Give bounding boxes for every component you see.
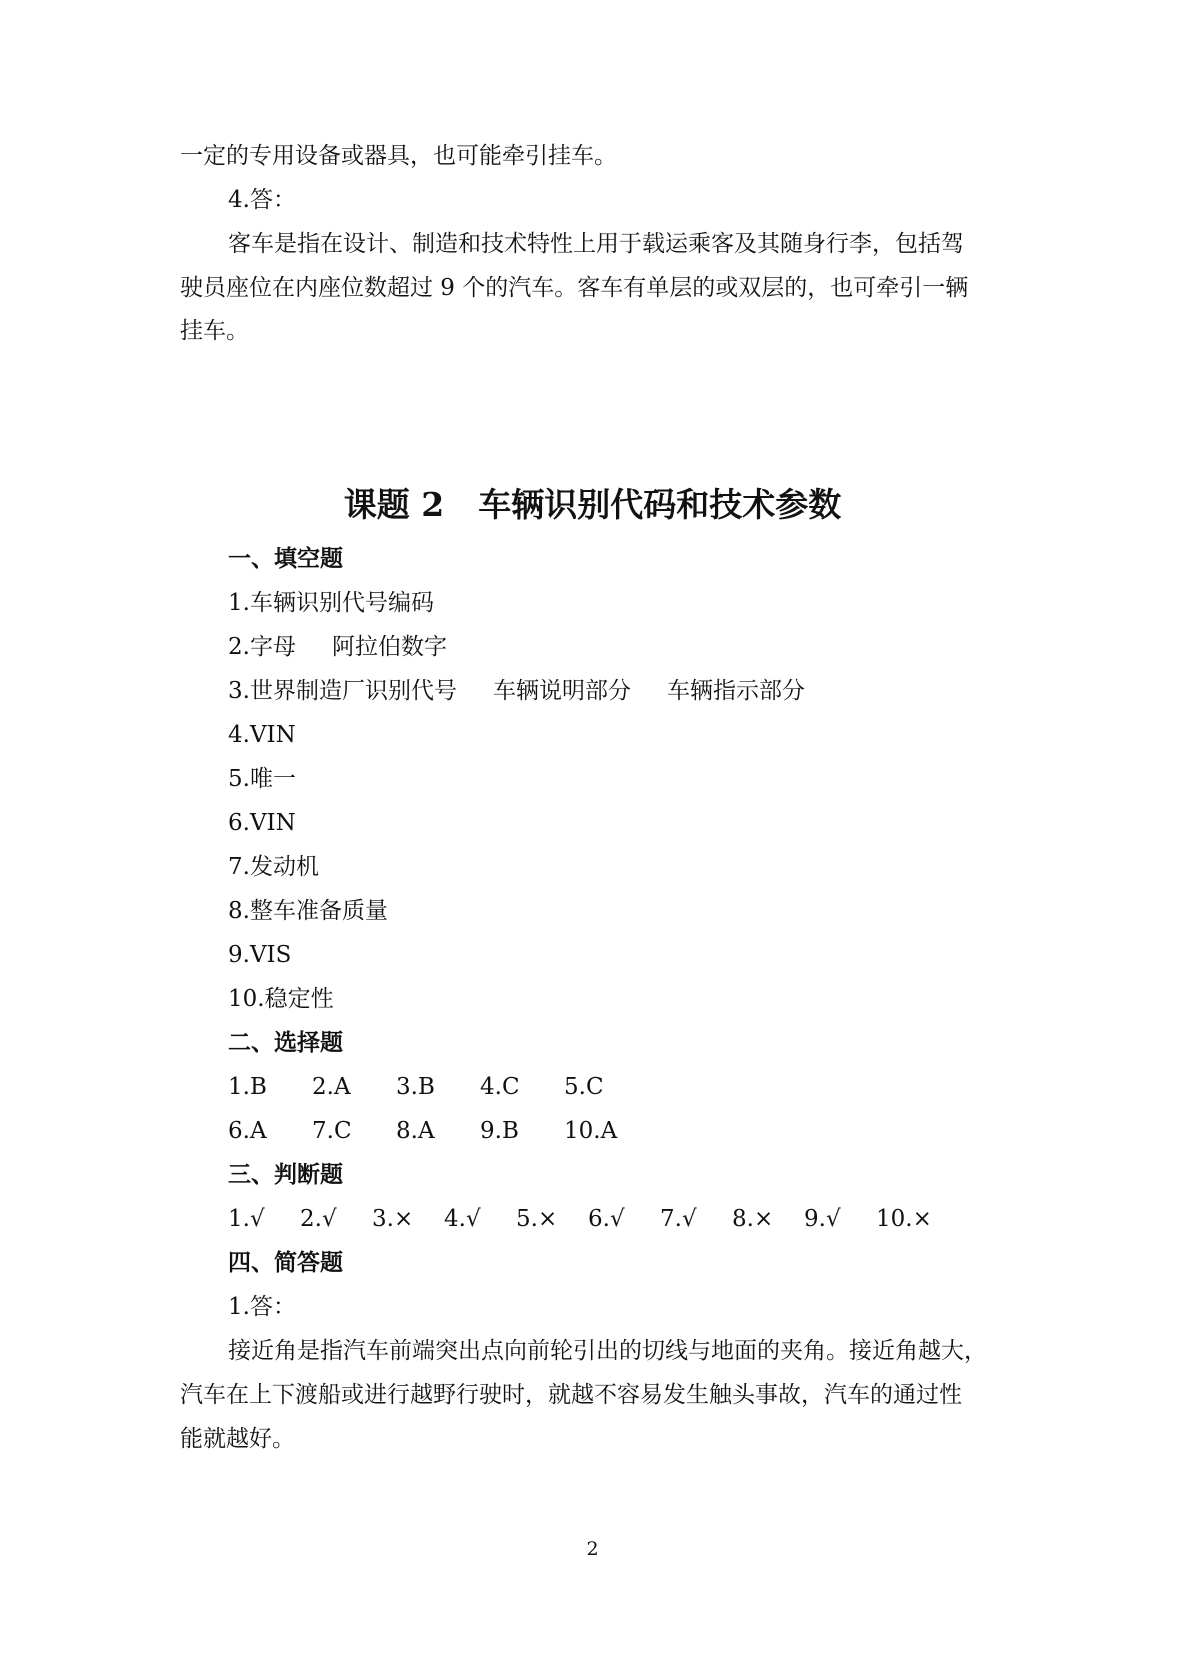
answer-row	[228, 1071, 648, 1103]
paragraph-line: 客车是指在设计、制造和技术特性上用于载运乘客及其随身行李，包括驾	[228, 231, 964, 257]
answer-text: 车辆说明部分	[492, 678, 631, 704]
answer-text: 阿拉伯数字	[331, 634, 447, 660]
answer-text: 5.×	[516, 1206, 558, 1232]
answer-text: 1.√	[228, 1206, 265, 1232]
section-heading-judge: 三、判断题	[228, 1161, 343, 1188]
paragraph-line: 汽车在上下渡船或进行越野行驶时，就越不容易发生触头事故，汽车的通过性	[180, 1382, 962, 1408]
lesson-title-text: 车辆识别代码和技术参数	[478, 485, 842, 524]
answer-row	[228, 1115, 648, 1147]
list-item: 7.发动机	[228, 854, 319, 880]
answer-text: 3.B	[396, 1074, 435, 1100]
answer-text: 车辆指示部分	[666, 678, 805, 704]
answer-label: 1.答：	[228, 1294, 296, 1320]
paragraph-line: 接近角是指汽车前端突出点向前轮引出的切线与地面的夹角。接近角越大，	[228, 1338, 987, 1364]
list-item: 6.VIN	[228, 810, 296, 836]
answer-text: 4.√	[444, 1206, 481, 1232]
paragraph-line: 挂车。	[180, 318, 249, 344]
answer-text: 10.A	[564, 1118, 618, 1144]
answer-text: 3.×	[372, 1206, 414, 1232]
answer-row	[228, 1203, 948, 1235]
answer-text: 4.C	[480, 1074, 520, 1100]
list-item: 9.VIS	[228, 942, 292, 968]
list-item: 8.整车准备质量	[228, 898, 388, 924]
list-item: 5.唯一	[228, 766, 296, 792]
answer-text: 6.√	[588, 1206, 625, 1232]
answer-text: 1.B	[228, 1074, 267, 1100]
paragraph-line: 驶员座位在内座位数超过 9 个的汽车。客车有单层的或双层的，也可牵引一辆	[180, 275, 969, 301]
page-number: 2	[586, 1538, 599, 1560]
list-item	[228, 675, 805, 707]
answer-text: 5.C	[564, 1074, 604, 1100]
list-item: 4.VIN	[228, 722, 296, 748]
answer-text: 10.×	[876, 1206, 932, 1232]
answer-text: 6.A	[228, 1118, 267, 1144]
answer-text: 8.×	[732, 1206, 774, 1232]
answer-text: 9.√	[804, 1206, 841, 1232]
answer-text: 7.C	[312, 1118, 352, 1144]
lesson-title	[0, 483, 1185, 527]
list-item: 10.稳定性	[228, 986, 334, 1012]
list-item: 1.车辆识别代号编码	[228, 590, 434, 616]
lesson-title-number: 课题 2	[343, 485, 445, 524]
list-item	[228, 631, 447, 663]
answer-text: 2.字母	[228, 634, 296, 660]
answer-text: 9.B	[480, 1118, 519, 1144]
section-heading-short-answer: 四、简答题	[228, 1249, 343, 1276]
answer-text: 2.√	[300, 1206, 337, 1232]
answer-text: 7.√	[660, 1206, 697, 1232]
section-heading-fill: 一、填空题	[228, 545, 343, 572]
section-heading-choice: 二、选择题	[228, 1029, 343, 1056]
answer-text: 8.A	[396, 1118, 435, 1144]
answer-label: 4.答：	[228, 187, 296, 213]
answer-text: 3.世界制造厂识别代号	[228, 678, 457, 704]
paragraph-line: 能就越好。	[180, 1426, 295, 1452]
answer-text: 2.A	[312, 1074, 351, 1100]
paragraph-line: 一定的专用设备或器具，也可能牵引挂车。	[180, 143, 617, 169]
